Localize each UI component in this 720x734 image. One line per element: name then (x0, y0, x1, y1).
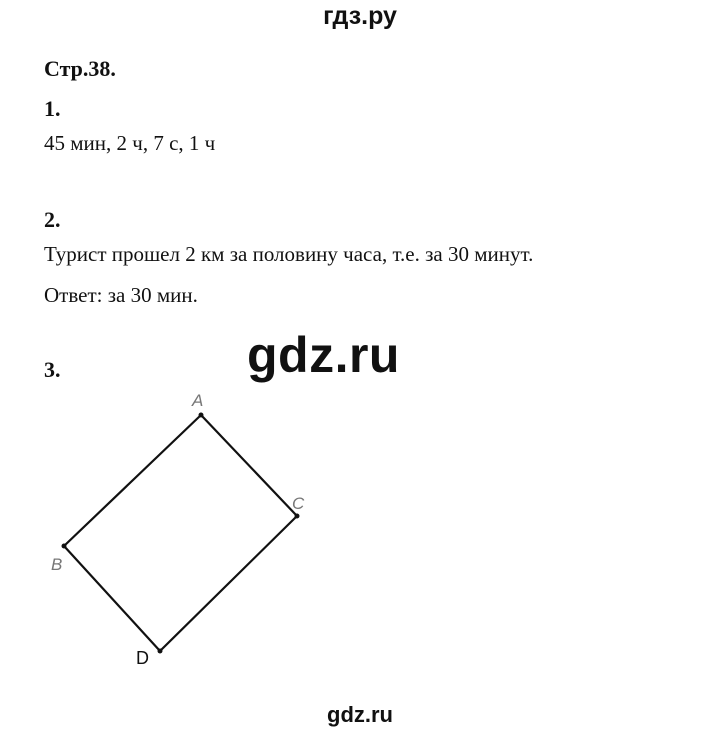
vertex-label-d: D (136, 648, 149, 668)
vertex-label-a: A (192, 391, 204, 410)
vertex-b-point (62, 544, 67, 549)
page-heading: Стр.38. (44, 56, 116, 81)
watermark-bottom: gdz.ru (327, 702, 393, 727)
vertex-c-point (295, 514, 300, 519)
vertex-d-point (158, 649, 163, 654)
task-1-answer: 45 мин, 2 ч, 7 с, 1 ч (44, 131, 216, 155)
task-2-number: 2. (44, 207, 61, 232)
watermark-top: гдз.ру (323, 2, 397, 30)
task-2-line-2: Ответ: за 30 мин. (44, 283, 198, 307)
vertex-a-point (199, 413, 204, 418)
vertex-label-c: C (292, 494, 305, 513)
quadrilateral-abdc (64, 415, 297, 651)
watermark-middle: gdz.ru (247, 327, 400, 383)
vertex-label-b: B (51, 555, 63, 574)
task-2-line-1: Турист прошел 2 км за половину часа, т.е. за 30 минут. (44, 242, 534, 266)
task-3-number: 3. (44, 357, 61, 382)
task-1-number: 1. (44, 96, 61, 121)
